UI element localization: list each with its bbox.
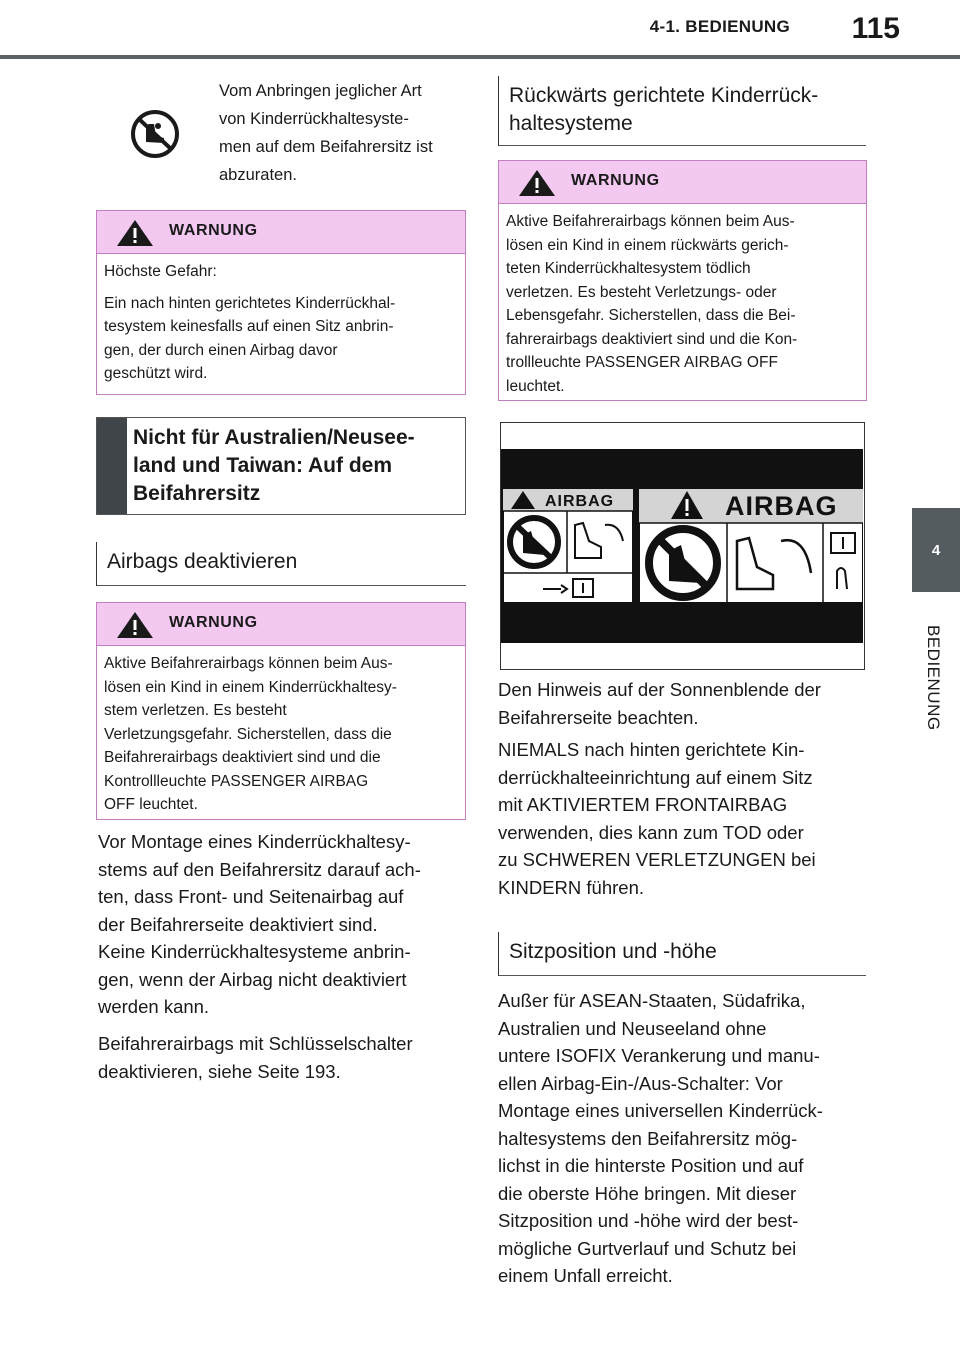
subheading-airbags: Airbags deaktivieren — [96, 542, 466, 586]
no-child-seat-icon — [130, 108, 180, 160]
warning-triangle-icon — [519, 170, 555, 196]
section-heading: Nicht für Australien/Neusee- land und Taiwan: Auf dem Beifahrersitz — [96, 417, 466, 515]
subheading-seat-position: Sitzposition und -höhe — [498, 932, 866, 976]
intro-text: Vom Anbringen jeglicher Art von Kinderrückhaltesyste- men auf dem Beifahrersitz ist abzuraten. — [219, 82, 433, 184]
warning-triangle-icon — [117, 220, 153, 246]
warning-box-1 — [96, 210, 466, 395]
body-paragraph: Beifahrerairbags mit Schlüsselschalter deaktivieren, siehe Seite 193. — [98, 1033, 413, 1082]
airbag-warning-label — [500, 422, 865, 670]
body-paragraph: NIEMALS nach hinten gerichtete Kin- derrückhalteeinrichtung auf einem Sitz mit AKTIVIERTEM FRONTAIRBAG verwenden, dies kann zum TOD oder zu SCHWEREN VERLETZUNGEN bei KINDERN führen. — [498, 739, 816, 898]
warning-header: WARNUNG — [97, 211, 465, 254]
body-paragraph: Den Hinweis auf der Sonnenblende der Beifahrerseite beachten. — [498, 679, 821, 728]
warning-header: WARNUNG — [97, 603, 465, 646]
warning-text: Höchste Gefahr: — [104, 263, 217, 280]
chapter-tab[interactable]: 4 — [912, 508, 960, 592]
header-rule — [0, 55, 960, 59]
body-paragraph: Vor Montage eines Kinderrückhaltesy- stems auf den Beifahrersitz darauf ach- ten, dass Front- und Seitenairbag auf der Beifahrerseite deaktiviert sind. Keine Kinderrückhaltesysteme anbrin- gen, wenn der Airbag nicht deaktiviert werden kann. — [98, 831, 421, 1017]
airbag-label-large-text: AIRBAG — [725, 491, 838, 521]
warning-header: WARNUNG — [499, 161, 866, 204]
running-header: 4-1. BEDIENUNG — [649, 17, 790, 36]
warning-box-2 — [96, 602, 466, 820]
chapter-label: BEDIENUNG — [924, 625, 943, 731]
warning-triangle-icon — [117, 612, 153, 638]
subheading-rear-facing: Rückwärts gerichtete Kinderrück- haltesysteme — [498, 76, 866, 146]
warning-text: Aktive Beifahrerairbags können beim Aus- lösen ein Kind in einem rückwärts gerich- teten Kinderrückhaltesystem tödlich verletzen. Es besteht Verletzungs- oder Lebensgefahr. Sicherstellen, dass die Bei- fahrerairbags deaktiviert sind und die Kon- trollleuchte PASSENGER AIRBAG OFF leuchtet. — [506, 213, 798, 395]
page-number: 115 — [851, 12, 900, 45]
airbag-label-small-text: AIRBAG — [545, 493, 615, 510]
warning-text: Aktive Beifahrerairbags können beim Aus- lösen ein Kind in einem Kinderrückhaltesy- stem verletzen. Es besteht Verletzungsgefahr. Sicherstellen, dass die Beifahrerairbags deaktiviert sind und die Kontrollleuchte PASSENGER AIRBAG OFF leuchtet. — [104, 655, 397, 813]
body-paragraph: Außer für ASEAN-Staaten, Südafrika, Australien und Neuseeland ohne untere ISOFIX Verankerung und manu- ellen Airbag-Ein-/Aus-Schalter: Vor Montage eines universellen Kinderrück- haltesystems den Beifahrersitz mög- lichst in die hinterste Position und auf die oberste Höhe bringen. Mit dieser Sitzposition und -höhe wird der best- mögliche Gurtverlauf und Schutz bei einem Unfall erreicht. — [498, 990, 823, 1286]
warning-text: Ein nach hinten gerichtetes Kinderrückhal- tesystem keinesfalls auf einen Sitz anbrin- gen, der durch einen Airbag davor geschützt wird. — [104, 294, 396, 382]
warning-box-3 — [498, 160, 867, 401]
